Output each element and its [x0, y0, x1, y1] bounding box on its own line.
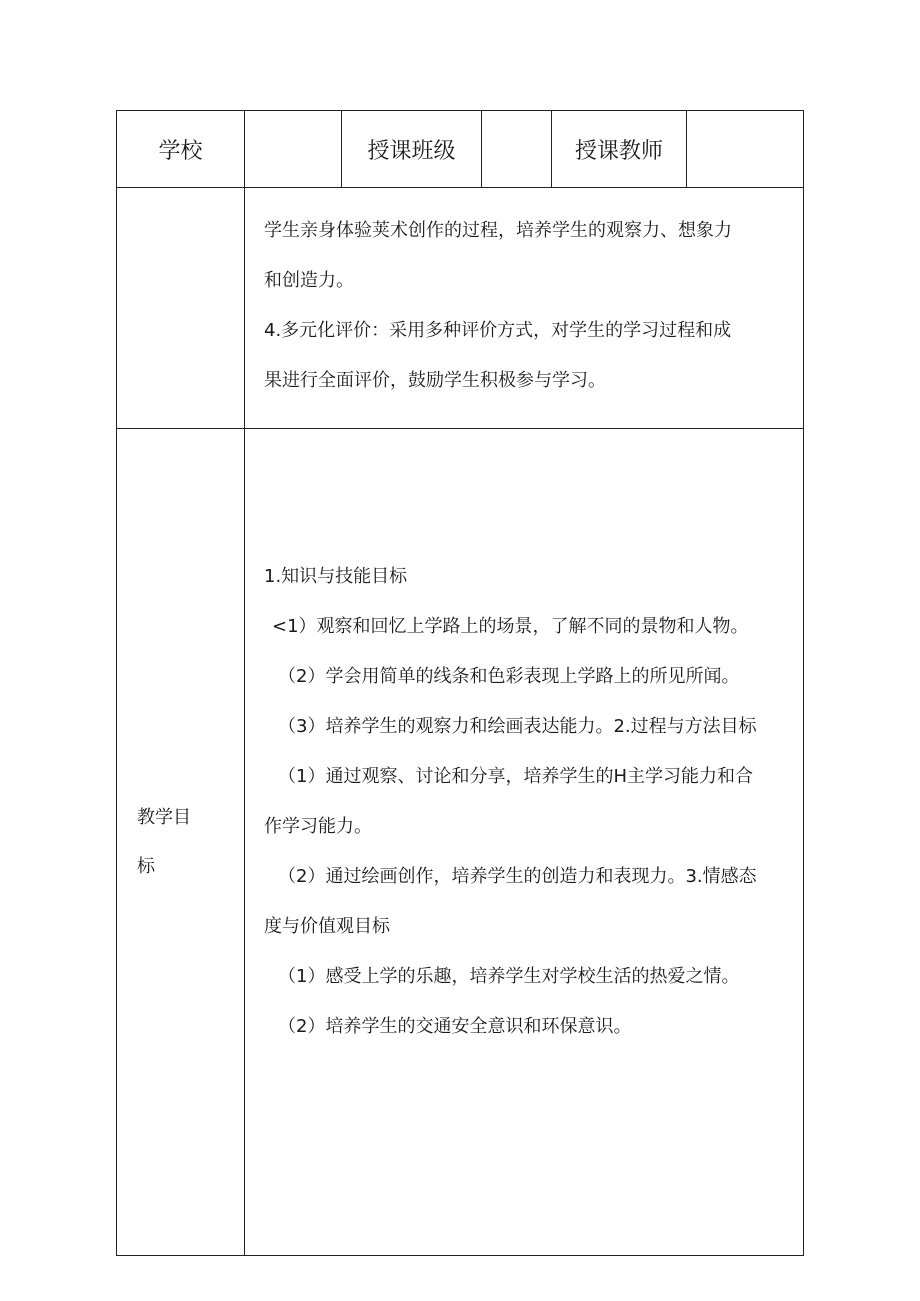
- teaching-method-row: [117, 188, 804, 429]
- lesson-plan-sheet: [116, 110, 803, 1115]
- objective-line: （1）通过观察、讨论和分享，培养学生的H主学习能力和合: [278, 766, 753, 787]
- teacher-label: 授课教师: [552, 111, 687, 188]
- class-label: 授课班级: [342, 111, 482, 188]
- objectives-row: [117, 429, 804, 1256]
- objectives-label: [117, 429, 245, 1256]
- lesson-plan-table: [116, 110, 804, 1256]
- content-line: 学生亲身体验荚术创作的过程，培养学生的观察力、想象力: [264, 220, 732, 241]
- teaching-method-content: [245, 188, 804, 429]
- class-value: [482, 111, 552, 188]
- content-line: 4.多元化评价：采用多种评价方式，对学生的学习过程和成: [264, 320, 732, 341]
- objective-line: （1）感受上学的乐趣，培养学生对学校生活的热爱之情。: [278, 966, 740, 987]
- objective-line: 1.知识与技能目标: [264, 566, 408, 587]
- content-line: 和创造力。: [264, 270, 354, 291]
- teaching-method-label: [117, 188, 245, 429]
- content-line: 果进行全面评价，鼓励学生积极参与学习。: [264, 370, 606, 391]
- objective-line: 度与价值观目标: [264, 916, 390, 937]
- objectives-content: [245, 429, 804, 1256]
- objective-line: 作学习能力。: [264, 816, 372, 837]
- header-row: [117, 111, 804, 188]
- objectives-label-line2: 标: [137, 856, 155, 877]
- objective-line: （3）培养学生的观察力和绘画表达能力。2.过程与方法目标: [278, 716, 757, 737]
- objective-line: （2）通过绘画创作，培养学生的创造力和表现力。3.情感态: [278, 866, 757, 887]
- school-label: 学校: [117, 111, 245, 188]
- objective-line: （2）培养学生的交通安全意识和环保意识。: [278, 1016, 632, 1037]
- teacher-value: [687, 111, 804, 188]
- objective-line: <1）观察和回忆上学路上的场景，了解不同的景物和人物。: [272, 616, 749, 637]
- objective-line: （2）学会用简单的线条和色彩表现上学路上的所见所闻。: [278, 666, 740, 687]
- objectives-label-line1: 教学目: [137, 807, 191, 828]
- school-value: [245, 111, 342, 188]
